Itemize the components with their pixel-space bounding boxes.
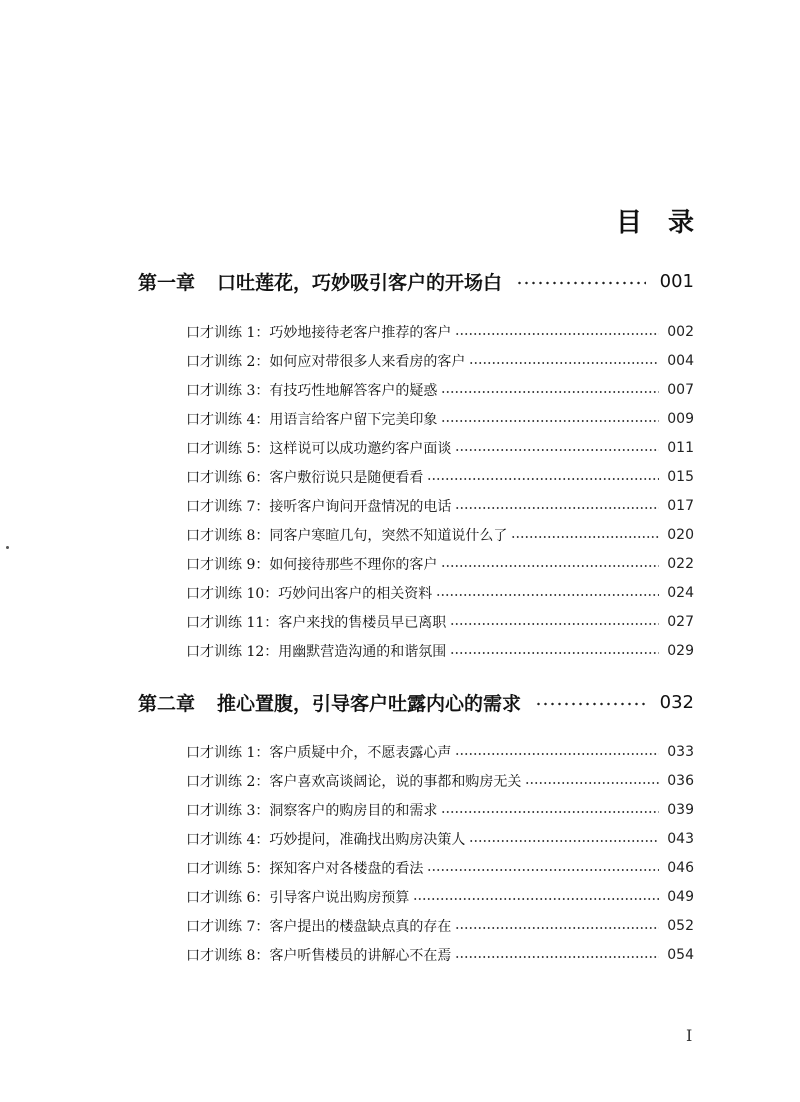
toc-entry[interactable]	[186, 378, 694, 402]
page-title: 目 录	[615, 208, 694, 238]
chapter-number: 第二章	[138, 692, 196, 715]
dot-leader	[441, 563, 659, 569]
toc-entry[interactable]	[186, 856, 694, 880]
page-number: 022	[667, 556, 694, 572]
dot-leader	[455, 331, 659, 337]
toc-entry[interactable]	[186, 320, 694, 344]
dot-leader	[455, 751, 659, 757]
toc-entry[interactable]	[186, 769, 694, 793]
page-number: 032	[659, 691, 694, 713]
dot-leader	[469, 838, 659, 844]
entry-label: 口才训练 9：如何接待那些不理你的客户	[186, 557, 438, 573]
page-number: 033	[667, 744, 694, 760]
page-number: 046	[667, 860, 694, 876]
dot-leader	[535, 701, 646, 707]
entry-label: 口才训练 1：巧妙地接待老客户推荐的客户	[186, 325, 452, 341]
entry-label: 口才训练 3：有技巧性地解答客户的疑惑	[186, 383, 438, 399]
page-number: 020	[667, 527, 694, 543]
entry-label: 口才训练 7：接听客户询问开盘情况的电话	[186, 499, 452, 515]
dot-leader	[450, 650, 659, 656]
toc-entry[interactable]	[186, 581, 694, 605]
entry-label: 口才训练 4：巧妙提问，准确找出购房决策人	[186, 832, 466, 848]
page-number: 009	[667, 411, 694, 427]
toc-entry[interactable]	[186, 436, 694, 460]
dot-leader	[413, 896, 659, 902]
page-number: 039	[667, 802, 694, 818]
toc-entry[interactable]	[186, 349, 694, 373]
chapter-heading[interactable]	[138, 684, 694, 720]
page-number: 054	[667, 947, 694, 963]
toc-entry[interactable]	[186, 610, 694, 634]
page-number: 004	[667, 353, 694, 369]
chapter-title: 口吐莲花，巧妙吸引客户的开场白	[217, 271, 503, 294]
dot-leader	[427, 867, 659, 873]
dot-leader	[525, 780, 659, 786]
page-number: 015	[667, 469, 694, 485]
toc-entry[interactable]	[186, 552, 694, 576]
chapter-number: 第一章	[138, 271, 196, 294]
entry-label: 口才训练 12：用幽默营造沟通的和谐氛围	[186, 644, 447, 660]
dot-leader	[455, 925, 659, 931]
page-number: 011	[667, 440, 694, 456]
page-number: 029	[667, 643, 694, 659]
scan-speck	[6, 546, 9, 549]
dot-leader	[450, 621, 659, 627]
folio-page-number: I	[686, 1026, 693, 1045]
dot-leader	[441, 389, 659, 395]
dot-leader	[455, 954, 659, 960]
dot-leader	[455, 447, 659, 453]
entry-label: 口才训练 10：巧妙问出客户的相关资料	[186, 586, 433, 602]
dot-leader	[441, 418, 659, 424]
toc-entry[interactable]	[186, 740, 694, 764]
dot-leader	[469, 360, 659, 366]
entry-label: 口才训练 3：洞察客户的购房目的和需求	[186, 803, 438, 819]
toc-entry[interactable]	[186, 914, 694, 938]
page-number: 024	[667, 585, 694, 601]
dot-leader	[455, 505, 659, 511]
page-number: 002	[667, 324, 694, 340]
page-number: 027	[667, 614, 694, 630]
toc-entry[interactable]	[186, 943, 694, 967]
toc-entry[interactable]	[186, 798, 694, 822]
entry-label: 口才训练 6：客户敷衍说只是随便看看	[186, 470, 424, 486]
toc-entry[interactable]	[186, 523, 694, 547]
dot-leader	[511, 534, 659, 540]
chapter-heading[interactable]	[138, 263, 694, 299]
entry-label: 口才训练 7：客户提出的楼盘缺点真的存在	[186, 919, 452, 935]
entry-label: 口才训练 8：同客户寒暄几句，突然不知道说什么了	[186, 528, 508, 544]
dot-leader	[441, 809, 659, 815]
entry-label: 口才训练 11：客户来找的售楼员早已离职	[186, 615, 447, 631]
entry-label: 口才训练 8：客户听售楼员的讲解心不在焉	[186, 948, 452, 964]
entry-label: 口才训练 5：探知客户对各楼盘的看法	[186, 861, 424, 877]
chapter-title: 推心置腹，引导客户吐露内心的需求	[217, 692, 522, 715]
entry-label: 口才训练 6：引导客户说出购房预算	[186, 890, 410, 906]
entry-label: 口才训练 4：用语言给客户留下完美印象	[186, 412, 438, 428]
toc-entry[interactable]	[186, 885, 694, 909]
toc-entry[interactable]	[186, 465, 694, 489]
entry-label: 口才训练 2：如何应对带很多人来看房的客户	[186, 354, 466, 370]
toc-entry[interactable]	[186, 494, 694, 518]
toc-entry[interactable]	[186, 639, 694, 663]
dot-leader	[427, 476, 659, 482]
entry-label: 口才训练 2：客户喜欢高谈阔论，说的事都和购房无关	[186, 774, 522, 790]
toc-entry[interactable]	[186, 407, 694, 431]
entry-label: 口才训练 1：客户质疑中介，不愿表露心声	[186, 745, 452, 761]
page-number: 017	[667, 498, 694, 514]
page-number: 001	[659, 270, 694, 292]
page-number: 043	[667, 831, 694, 847]
entry-label: 口才训练 5：这样说可以成功邀约客户面谈	[186, 441, 452, 457]
page-number: 007	[667, 382, 694, 398]
toc-entry[interactable]	[186, 827, 694, 851]
page-number: 049	[667, 889, 694, 905]
page-number: 036	[667, 773, 694, 789]
dot-leader	[436, 592, 659, 598]
dot-leader	[516, 280, 646, 286]
page-number: 052	[667, 918, 694, 934]
